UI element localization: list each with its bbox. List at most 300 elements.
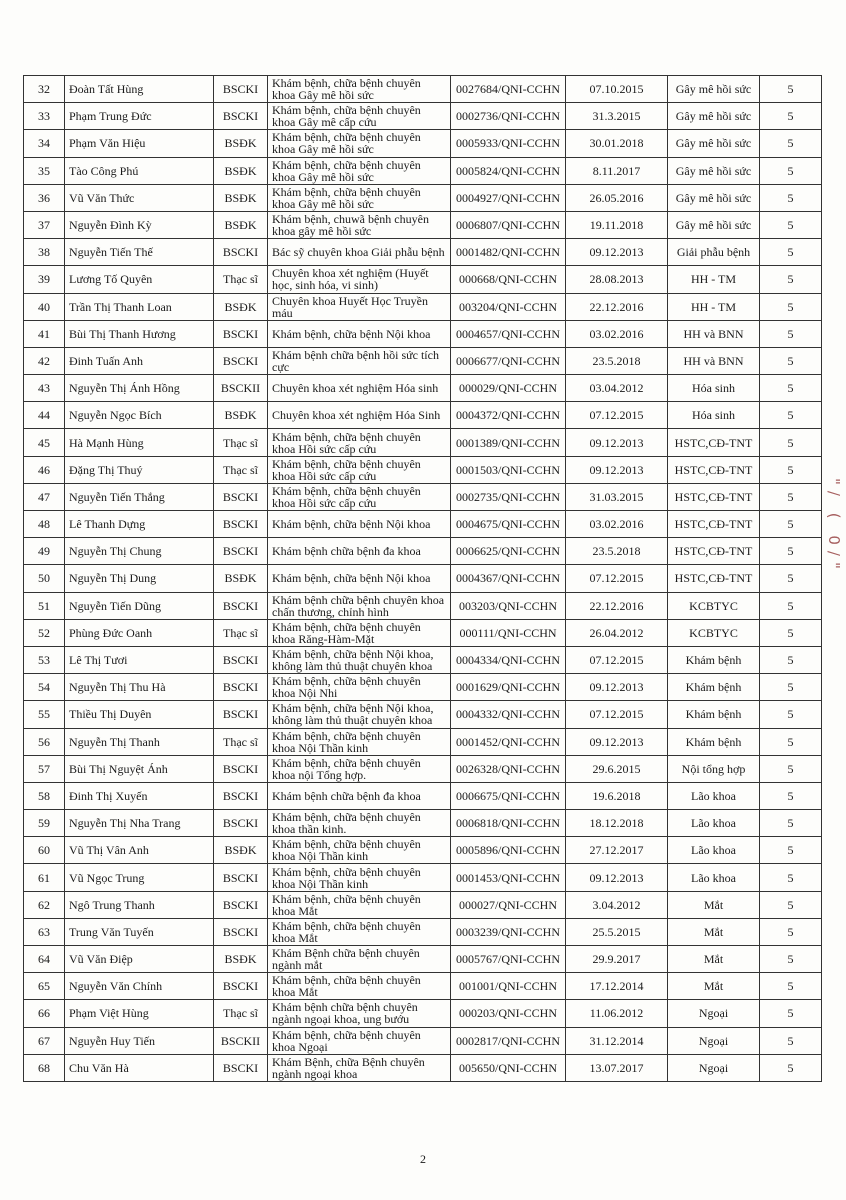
- department: Khám bệnh: [668, 646, 760, 673]
- practice-scope: Khám bệnh, chữa bệnh chuyên khoa thần kinh.: [268, 810, 451, 837]
- department: Lão khoa: [668, 837, 760, 864]
- staff-name: Nguyễn Tiến Thế: [65, 239, 214, 266]
- degree: Thạc sĩ: [214, 1000, 268, 1027]
- table-row: [24, 483, 822, 510]
- practice-scope: Chuyên khoa Huyết Học Truyền máu: [268, 293, 451, 320]
- table-row: [24, 864, 822, 891]
- degree: BSĐK: [214, 130, 268, 157]
- value-cell: 5: [760, 946, 822, 973]
- issue-date: 07.12.2015: [566, 701, 668, 728]
- degree: BSCKI: [214, 511, 268, 538]
- issue-date: 31.12.2014: [566, 1027, 668, 1054]
- certificate-number: 0001629/QNI-CCHN: [451, 674, 566, 701]
- value-cell: 5: [760, 918, 822, 945]
- certificate-number: 0027684/QNI-CCHN: [451, 76, 566, 103]
- degree: BSCKI: [214, 864, 268, 891]
- staff-name: Nguyễn Thị Thanh: [65, 728, 214, 755]
- department: Khám bệnh: [668, 674, 760, 701]
- degree: BSCKI: [214, 538, 268, 565]
- practice-scope: Khám bệnh, chữa bệnh chuyên khoa Mắt: [268, 973, 451, 1000]
- row-number: 56: [24, 728, 65, 755]
- value-cell: 5: [760, 973, 822, 1000]
- certificate-number: 000027/QNI-CCHN: [451, 891, 566, 918]
- department: Ngoại: [668, 1000, 760, 1027]
- table-row: [24, 456, 822, 483]
- degree: BSCKI: [214, 347, 268, 374]
- staff-name: Đinh Tuấn Anh: [65, 347, 214, 374]
- row-number: 36: [24, 184, 65, 211]
- degree: BSCKI: [214, 320, 268, 347]
- department: KCBTYC: [668, 619, 760, 646]
- practice-scope: Khám bệnh, chữa bệnh Nội khoa: [268, 511, 451, 538]
- staff-table: [23, 75, 822, 1082]
- value-cell: 5: [760, 701, 822, 728]
- degree: Thạc sĩ: [214, 429, 268, 456]
- staff-name: Thiều Thị Duyên: [65, 701, 214, 728]
- degree: BSCKI: [214, 483, 268, 510]
- staff-name: Nguyễn Đình Kỳ: [65, 211, 214, 238]
- staff-name: Nguyễn Ngọc Bích: [65, 402, 214, 429]
- practice-scope: Khám bệnh, chữa bệnh chuyên khoa Gây mê hồi sức: [268, 184, 451, 211]
- value-cell: 5: [760, 429, 822, 456]
- issue-date: 19.11.2018: [566, 211, 668, 238]
- degree: BSĐK: [214, 402, 268, 429]
- staff-name: Trung Văn Tuyến: [65, 918, 214, 945]
- degree: BSĐK: [214, 837, 268, 864]
- issue-date: 23.5.2018: [566, 347, 668, 374]
- certificate-number: 0004334/QNI-CCHN: [451, 646, 566, 673]
- value-cell: 5: [760, 728, 822, 755]
- practice-scope: Khám bệnh, chữa bệnh Nội khoa: [268, 320, 451, 347]
- department: HSTC,CĐ-TNT: [668, 565, 760, 592]
- staff-name: Đinh Thị Xuyến: [65, 782, 214, 809]
- table-row: [24, 1000, 822, 1027]
- issue-date: 13.07.2017: [566, 1054, 668, 1081]
- value-cell: 5: [760, 891, 822, 918]
- value-cell: 5: [760, 646, 822, 673]
- certificate-number: 0006675/QNI-CCHN: [451, 782, 566, 809]
- degree: BSĐK: [214, 157, 268, 184]
- staff-name: Phạm Việt Hùng: [65, 1000, 214, 1027]
- table-row: [24, 918, 822, 945]
- issue-date: 07.10.2015: [566, 76, 668, 103]
- row-number: 49: [24, 538, 65, 565]
- practice-scope: Chuyên khoa xét nghiệm Hóa Sinh: [268, 402, 451, 429]
- department: Gây mê hồi sức: [668, 103, 760, 130]
- value-cell: 5: [760, 592, 822, 619]
- row-number: 43: [24, 375, 65, 402]
- degree: Thạc sĩ: [214, 619, 268, 646]
- row-number: 57: [24, 755, 65, 782]
- value-cell: 5: [760, 810, 822, 837]
- practice-scope: Khám bệnh, chữa bệnh chuyên khoa Nội Nhi: [268, 674, 451, 701]
- table-row: [24, 891, 822, 918]
- issue-date: 3.04.2012: [566, 891, 668, 918]
- issue-date: 09.12.2013: [566, 864, 668, 891]
- staff-name: Nguyễn Tiến Dũng: [65, 592, 214, 619]
- table-body: [24, 76, 822, 1082]
- practice-scope: Khám bệnh, chữa bệnh chuyên khoa nội Tổng hợp.: [268, 755, 451, 782]
- page-number: 2: [420, 1152, 426, 1166]
- certificate-number: 0003239/QNI-CCHN: [451, 918, 566, 945]
- issue-date: 22.12.2016: [566, 293, 668, 320]
- value-cell: 5: [760, 864, 822, 891]
- certificate-number: 0002736/QNI-CCHN: [451, 103, 566, 130]
- degree: BSĐK: [214, 565, 268, 592]
- degree: BSCKII: [214, 1027, 268, 1054]
- staff-name: Lê Thanh Dựng: [65, 511, 214, 538]
- issue-date: 25.5.2015: [566, 918, 668, 945]
- practice-scope: Khám bệnh chữa bệnh đa khoa: [268, 538, 451, 565]
- department: KCBTYC: [668, 592, 760, 619]
- table-row: [24, 1054, 822, 1081]
- department: Gây mê hồi sức: [668, 157, 760, 184]
- staff-name: Phạm Trung Đức: [65, 103, 214, 130]
- certificate-number: 0006677/QNI-CCHN: [451, 347, 566, 374]
- certificate-number: 0004332/QNI-CCHN: [451, 701, 566, 728]
- issue-date: 09.12.2013: [566, 239, 668, 266]
- row-number: 68: [24, 1054, 65, 1081]
- staff-name: Vũ Thị Vân Anh: [65, 837, 214, 864]
- issue-date: 11.06.2012: [566, 1000, 668, 1027]
- value-cell: 5: [760, 402, 822, 429]
- row-number: 41: [24, 320, 65, 347]
- value-cell: 5: [760, 565, 822, 592]
- row-number: 39: [24, 266, 65, 293]
- row-number: 53: [24, 646, 65, 673]
- table-row: [24, 946, 822, 973]
- table-row: [24, 130, 822, 157]
- staff-name: Nguyễn Văn Chính: [65, 973, 214, 1000]
- issue-date: 30.01.2018: [566, 130, 668, 157]
- department: HSTC,CĐ-TNT: [668, 456, 760, 483]
- issue-date: 29.9.2017: [566, 946, 668, 973]
- issue-date: 09.12.2013: [566, 456, 668, 483]
- department: Lão khoa: [668, 782, 760, 809]
- department: Gây mê hồi sức: [668, 184, 760, 211]
- degree: BSCKI: [214, 674, 268, 701]
- table-row: [24, 347, 822, 374]
- row-number: 42: [24, 347, 65, 374]
- value-cell: 5: [760, 130, 822, 157]
- staff-name: Phùng Đức Oanh: [65, 619, 214, 646]
- issue-date: 09.12.2013: [566, 728, 668, 755]
- staff-name: Nguyễn Thị Nha Trang: [65, 810, 214, 837]
- degree: BSCKI: [214, 755, 268, 782]
- value-cell: 5: [760, 1000, 822, 1027]
- table-row: [24, 674, 822, 701]
- row-number: 34: [24, 130, 65, 157]
- staff-name: Vũ Ngọc Trung: [65, 864, 214, 891]
- practice-scope: Khám bệnh, chữa bệnh Nội khoa: [268, 565, 451, 592]
- certificate-number: 0005824/QNI-CCHN: [451, 157, 566, 184]
- department: Khám bệnh: [668, 701, 760, 728]
- practice-scope: Khám bệnh chữa bệnh đa khoa: [268, 782, 451, 809]
- practice-scope: Khám bệnh, chữa bệnh chuyên khoa Hồi sức cấp cứu: [268, 483, 451, 510]
- issue-date: 09.12.2013: [566, 429, 668, 456]
- department: Mắt: [668, 918, 760, 945]
- value-cell: 5: [760, 1027, 822, 1054]
- table-row: [24, 76, 822, 103]
- table-row: [24, 837, 822, 864]
- table-row: [24, 1027, 822, 1054]
- row-number: 59: [24, 810, 65, 837]
- practice-scope: Khám bệnh, chữa bệnh Nội khoa, không làm thủ thuật chuyên khoa: [268, 701, 451, 728]
- row-number: 67: [24, 1027, 65, 1054]
- issue-date: 26.04.2012: [566, 619, 668, 646]
- row-number: 33: [24, 103, 65, 130]
- row-number: 50: [24, 565, 65, 592]
- practice-scope: Khám bệnh, chữa bệnh chuyên khoa Hồi sức cấp cứu: [268, 456, 451, 483]
- value-cell: 5: [760, 76, 822, 103]
- degree: BSĐK: [214, 211, 268, 238]
- certificate-number: 0001389/QNI-CCHN: [451, 429, 566, 456]
- issue-date: 09.12.2013: [566, 674, 668, 701]
- issue-date: 29.6.2015: [566, 755, 668, 782]
- row-number: 32: [24, 76, 65, 103]
- value-cell: 5: [760, 511, 822, 538]
- department: HSTC,CĐ-TNT: [668, 511, 760, 538]
- department: HH và BNN: [668, 347, 760, 374]
- department: HSTC,CĐ-TNT: [668, 429, 760, 456]
- practice-scope: Khám bệnh, chữa bệnh chuyên khoa Răng-Hàm-Mặt: [268, 619, 451, 646]
- row-number: 62: [24, 891, 65, 918]
- staff-name: Nguyễn Thị Thu Hà: [65, 674, 214, 701]
- certificate-number: 0001503/QNI-CCHN: [451, 456, 566, 483]
- department: Gây mê hồi sức: [668, 76, 760, 103]
- row-number: 38: [24, 239, 65, 266]
- issue-date: 03.04.2012: [566, 375, 668, 402]
- department: Lão khoa: [668, 810, 760, 837]
- degree: BSĐK: [214, 293, 268, 320]
- issue-date: 27.12.2017: [566, 837, 668, 864]
- practice-scope: Khám bệnh, chữa bệnh chuyên khoa Nội Thần kinh: [268, 837, 451, 864]
- issue-date: 18.12.2018: [566, 810, 668, 837]
- practice-scope: Khám bệnh, chữa bệnh Nội khoa, không làm thủ thuật chuyên khoa: [268, 646, 451, 673]
- department: Nội tổng hợp: [668, 755, 760, 782]
- department: Gây mê hồi sức: [668, 130, 760, 157]
- certificate-number: 0001452/QNI-CCHN: [451, 728, 566, 755]
- issue-date: 31.3.2015: [566, 103, 668, 130]
- value-cell: 5: [760, 483, 822, 510]
- certificate-number: 000029/QNI-CCHN: [451, 375, 566, 402]
- practice-scope: Khám bệnh chữa bệnh hồi sức tích cực: [268, 347, 451, 374]
- staff-name: Hà Mạnh Hùng: [65, 429, 214, 456]
- practice-scope: Khám bệnh chữa bệnh chuyên ngành ngoại khoa, ung bướu: [268, 1000, 451, 1027]
- table-row: [24, 320, 822, 347]
- row-number: 54: [24, 674, 65, 701]
- degree: BSCKI: [214, 646, 268, 673]
- row-number: 44: [24, 402, 65, 429]
- staff-name: Vũ Văn Thức: [65, 184, 214, 211]
- department: HH - TM: [668, 293, 760, 320]
- row-number: 64: [24, 946, 65, 973]
- table-row: [24, 103, 822, 130]
- staff-name: Nguyễn Tiến Thắng: [65, 483, 214, 510]
- row-number: 48: [24, 511, 65, 538]
- table-row: [24, 592, 822, 619]
- practice-scope: Khám bệnh, chữa bệnh chuyên khoa Mắt: [268, 891, 451, 918]
- certificate-number: 000111/QNI-CCHN: [451, 619, 566, 646]
- row-number: 65: [24, 973, 65, 1000]
- issue-date: 07.12.2015: [566, 402, 668, 429]
- table-row: [24, 728, 822, 755]
- value-cell: 5: [760, 239, 822, 266]
- row-number: 61: [24, 864, 65, 891]
- degree: BSCKI: [214, 103, 268, 130]
- handwritten-margin-note: "/ ( 0/": [825, 478, 843, 575]
- practice-scope: Khám bệnh, chữa bệnh chuyên khoa Hồi sức cấp cứu: [268, 429, 451, 456]
- table-row: [24, 565, 822, 592]
- table-row: [24, 782, 822, 809]
- table-row: [24, 266, 822, 293]
- value-cell: 5: [760, 619, 822, 646]
- department: Hóa sinh: [668, 402, 760, 429]
- table-row: [24, 429, 822, 456]
- staff-name: Lương Tố Quyên: [65, 266, 214, 293]
- staff-name: Ngô Trung Thanh: [65, 891, 214, 918]
- value-cell: 5: [760, 184, 822, 211]
- department: HH và BNN: [668, 320, 760, 347]
- row-number: 63: [24, 918, 65, 945]
- staff-name: Nguyễn Thị Chung: [65, 538, 214, 565]
- table-row: [24, 973, 822, 1000]
- table-row: [24, 538, 822, 565]
- staff-name: Đặng Thị Thuý: [65, 456, 214, 483]
- practice-scope: Khám bệnh, chữa bệnh chuyên khoa Nội Thần kinh: [268, 728, 451, 755]
- table-row: [24, 511, 822, 538]
- table-row: [24, 646, 822, 673]
- staff-name: Bùi Thị Nguyệt Ánh: [65, 755, 214, 782]
- practice-scope: Khám bệnh chữa bệnh chuyên khoa chấn thương, chỉnh hình: [268, 592, 451, 619]
- practice-scope: Khám bệnh, chữa bệnh chuyên khoa Gây mê hồi sức: [268, 130, 451, 157]
- staff-name: Vũ Văn Điệp: [65, 946, 214, 973]
- certificate-number: 0002817/QNI-CCHN: [451, 1027, 566, 1054]
- table-row: [24, 402, 822, 429]
- staff-name: Nguyễn Thị Ánh Hồng: [65, 375, 214, 402]
- value-cell: 5: [760, 157, 822, 184]
- issue-date: 8.11.2017: [566, 157, 668, 184]
- value-cell: 5: [760, 1054, 822, 1081]
- staff-name: Nguyễn Huy Tiến: [65, 1027, 214, 1054]
- practice-scope: Chuyên khoa xét nghiệm (Huyết học, sinh hóa, vi sinh): [268, 266, 451, 293]
- staff-name: Phạm Văn Hiệu: [65, 130, 214, 157]
- practice-scope: Khám bệnh, chuwã bệnh chuyên khoa gây mê hồi sức: [268, 211, 451, 238]
- certificate-number: 0006625/QNI-CCHN: [451, 538, 566, 565]
- certificate-number: 0004657/QNI-CCHN: [451, 320, 566, 347]
- issue-date: 23.5.2018: [566, 538, 668, 565]
- certificate-number: 0006818/QNI-CCHN: [451, 810, 566, 837]
- row-number: 55: [24, 701, 65, 728]
- staff-name: Trần Thị Thanh Loan: [65, 293, 214, 320]
- certificate-number: 005650/QNI-CCHN: [451, 1054, 566, 1081]
- degree: Thạc sĩ: [214, 266, 268, 293]
- row-number: 35: [24, 157, 65, 184]
- department: Giải phẫu bệnh: [668, 239, 760, 266]
- practice-scope: Khám bệnh, chữa bệnh chuyên khoa Nội Thần kinh: [268, 864, 451, 891]
- practice-scope: Khám bệnh, chữa bệnh chuyên khoa Gây mê hồi sức: [268, 157, 451, 184]
- practice-scope: Chuyên khoa xét nghiệm Hóa sinh: [268, 375, 451, 402]
- department: HH - TM: [668, 266, 760, 293]
- certificate-number: 000668/QNI-CCHN: [451, 266, 566, 293]
- practice-scope: Khám bệnh, chữa bệnh chuyên khoa Ngoại: [268, 1027, 451, 1054]
- department: Hóa sinh: [668, 375, 760, 402]
- practice-scope: Bác sỹ chuyên khoa Giải phẫu bệnh: [268, 239, 451, 266]
- staff-name: Tào Công Phú: [65, 157, 214, 184]
- certificate-number: 001001/QNI-CCHN: [451, 973, 566, 1000]
- table-row: [24, 701, 822, 728]
- table-row: [24, 810, 822, 837]
- staff-name: Nguyễn Thị Dung: [65, 565, 214, 592]
- value-cell: 5: [760, 347, 822, 374]
- degree: BSCKII: [214, 375, 268, 402]
- practice-scope: Khám bệnh, chữa bệnh chuyên khoa Gây mê cấp cứu: [268, 103, 451, 130]
- department: Mắt: [668, 946, 760, 973]
- degree: BSCKI: [214, 239, 268, 266]
- staff-name: Bùi Thị Thanh Hương: [65, 320, 214, 347]
- practice-scope: Khám bệnh, chữa bệnh chuyên khoa Gây mê hồi sức: [268, 76, 451, 103]
- table-row: [24, 157, 822, 184]
- value-cell: 5: [760, 538, 822, 565]
- value-cell: 5: [760, 456, 822, 483]
- row-number: 52: [24, 619, 65, 646]
- department: HSTC,CĐ-TNT: [668, 538, 760, 565]
- staff-name: Đoàn Tất Hùng: [65, 76, 214, 103]
- degree: BSCKI: [214, 918, 268, 945]
- issue-date: 31.03.2015: [566, 483, 668, 510]
- department: Ngoại: [668, 1027, 760, 1054]
- certificate-number: 003204/QNI-CCHN: [451, 293, 566, 320]
- row-number: 66: [24, 1000, 65, 1027]
- staff-name: Chu Văn Hà: [65, 1054, 214, 1081]
- degree: BSCKI: [214, 782, 268, 809]
- value-cell: 5: [760, 674, 822, 701]
- certificate-number: 0005896/QNI-CCHN: [451, 837, 566, 864]
- row-number: 60: [24, 837, 65, 864]
- practice-scope: Khám Bệnh chữa bệnh chuyên ngành mắt: [268, 946, 451, 973]
- department: Khám bệnh: [668, 728, 760, 755]
- certificate-number: 0005933/QNI-CCHN: [451, 130, 566, 157]
- degree: Thạc sĩ: [214, 728, 268, 755]
- issue-date: 17.12.2014: [566, 973, 668, 1000]
- degree: BSCKI: [214, 891, 268, 918]
- issue-date: 07.12.2015: [566, 565, 668, 592]
- table-row: [24, 293, 822, 320]
- certificate-number: 0001453/QNI-CCHN: [451, 864, 566, 891]
- issue-date: 03.02.2016: [566, 320, 668, 347]
- certificate-number: 003203/QNI-CCHN: [451, 592, 566, 619]
- value-cell: 5: [760, 375, 822, 402]
- value-cell: 5: [760, 320, 822, 347]
- staff-name: Lê Thị Tươi: [65, 646, 214, 673]
- table-row: [24, 184, 822, 211]
- degree: BSCKI: [214, 810, 268, 837]
- value-cell: 5: [760, 103, 822, 130]
- value-cell: 5: [760, 782, 822, 809]
- row-number: 58: [24, 782, 65, 809]
- certificate-number: 0004675/QNI-CCHN: [451, 511, 566, 538]
- row-number: 46: [24, 456, 65, 483]
- issue-date: 19.6.2018: [566, 782, 668, 809]
- certificate-number: 0004367/QNI-CCHN: [451, 565, 566, 592]
- table-row: [24, 239, 822, 266]
- certificate-number: 0005767/QNI-CCHN: [451, 946, 566, 973]
- row-number: 45: [24, 429, 65, 456]
- issue-date: 28.08.2013: [566, 266, 668, 293]
- value-cell: 5: [760, 755, 822, 782]
- degree: Thạc sĩ: [214, 456, 268, 483]
- department: Lão khoa: [668, 864, 760, 891]
